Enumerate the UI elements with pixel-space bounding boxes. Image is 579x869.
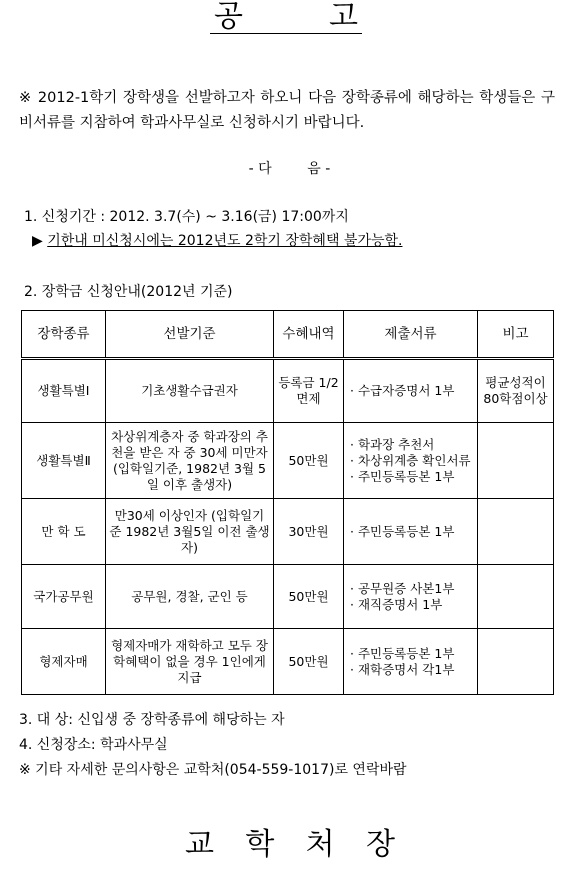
scholarship-guide-title: 2. 장학금 신청안내(2012년 기준) — [24, 284, 233, 300]
cell-type: 생활특별Ⅰ — [22, 359, 106, 423]
table-row — [22, 565, 554, 629]
cell-benefit: 30만원 — [274, 499, 344, 565]
cell-criteria: 공무원, 경찰, 군인 등 — [106, 565, 274, 629]
table-row — [22, 499, 554, 565]
header-benefit: 수혜내역 — [274, 311, 344, 359]
signature-char-4: 장 — [365, 827, 395, 862]
header-documents: 제출서류 — [344, 311, 478, 359]
cell-criteria: 만30세 이상인자 (입학일기준 1982년 3월5일 이전 출생자) — [106, 499, 274, 565]
cell-type: 형제자매 — [22, 629, 106, 695]
deadline-warning — [32, 230, 402, 250]
header-criteria: 선발기준 — [106, 311, 274, 359]
location-line: 4. 신청장소: 학과사무실 — [19, 737, 168, 753]
cell-criteria: 기초생활수급권자 — [106, 359, 274, 423]
header-remarks: 비고 — [478, 311, 554, 359]
application-period: 1. 신청기간 : 2012. 3.7(수) ~ 3.16(금) 17:00까지 — [24, 209, 349, 225]
cell-remarks — [478, 565, 554, 629]
deadline-warning-text: 기한내 미신청시에는 2012년도 2학기 장학혜택 불가능함. — [47, 233, 403, 249]
cell-documents: · 수급자증명서 1부 — [344, 359, 478, 423]
cell-remarks — [478, 499, 554, 565]
cell-documents: · 공무원증 사본1부 · 재직증명서 1부 — [344, 565, 478, 629]
cell-documents: · 학과장 추천서 · 차상위계층 확인서류 · 주민등록등본 1부 — [344, 423, 478, 499]
signature-char-1: 교 — [185, 827, 214, 862]
table-row — [22, 423, 554, 499]
table-header-row — [22, 311, 554, 359]
signature — [185, 828, 395, 862]
cell-remarks: 평균성적이 80학점이상 — [478, 359, 554, 423]
cell-criteria: 차상위계층자 중 학과장의 추천을 받은 자 중 30세 미만자(입학일기준, 1982년 3월 5일 이후 출생자) — [106, 423, 274, 499]
cell-criteria: 형제자매가 재학하고 모두 장학혜택이 없을 경우 1인에게 지급 — [106, 629, 274, 695]
cell-documents: · 주민등록등본 1부 — [344, 499, 478, 565]
arrow-icon: ▶ — [32, 233, 43, 249]
section-divider-label: - 다 음 - — [248, 161, 331, 177]
cell-type: 국가공무원 — [22, 565, 106, 629]
eligibility-line: 3. 대 상: 신입생 중 장학종류에 해당하는 자 — [19, 712, 285, 728]
table-row — [22, 629, 554, 695]
notice-paragraph: ※ 2012-1학기 장학생을 선발하고자 하오니 다음 장학종류에 해당하는 학생들은 구비서류를 지참하여 학과사무실로 신청하시기 바랍니다. — [19, 90, 555, 131]
cell-type: 만 학 도 — [22, 499, 106, 565]
table-row — [22, 359, 554, 423]
cell-remarks — [478, 423, 554, 499]
scholarship-table — [21, 310, 554, 695]
contact-line: ※ 기타 자세한 문의사항은 교학처(054-559-1017)로 연락바람 — [19, 762, 407, 778]
signature-char-2: 학 — [245, 827, 275, 862]
header-type: 장학종류 — [22, 311, 106, 359]
title-char-2: 고 — [329, 0, 358, 34]
cell-remarks — [478, 629, 554, 695]
cell-type: 생활특별Ⅱ — [22, 423, 106, 499]
title-char-1: 공 — [214, 0, 243, 34]
cell-benefit: 등록금 1/2면제 — [274, 359, 344, 423]
page-title — [210, 0, 362, 34]
signature-char-3: 처 — [305, 827, 335, 862]
cell-documents: · 주민등록등본 1부 · 재학증명서 각1부 — [344, 629, 478, 695]
cell-benefit: 50만원 — [274, 629, 344, 695]
cell-benefit: 50만원 — [274, 565, 344, 629]
cell-benefit: 50만원 — [274, 423, 344, 499]
